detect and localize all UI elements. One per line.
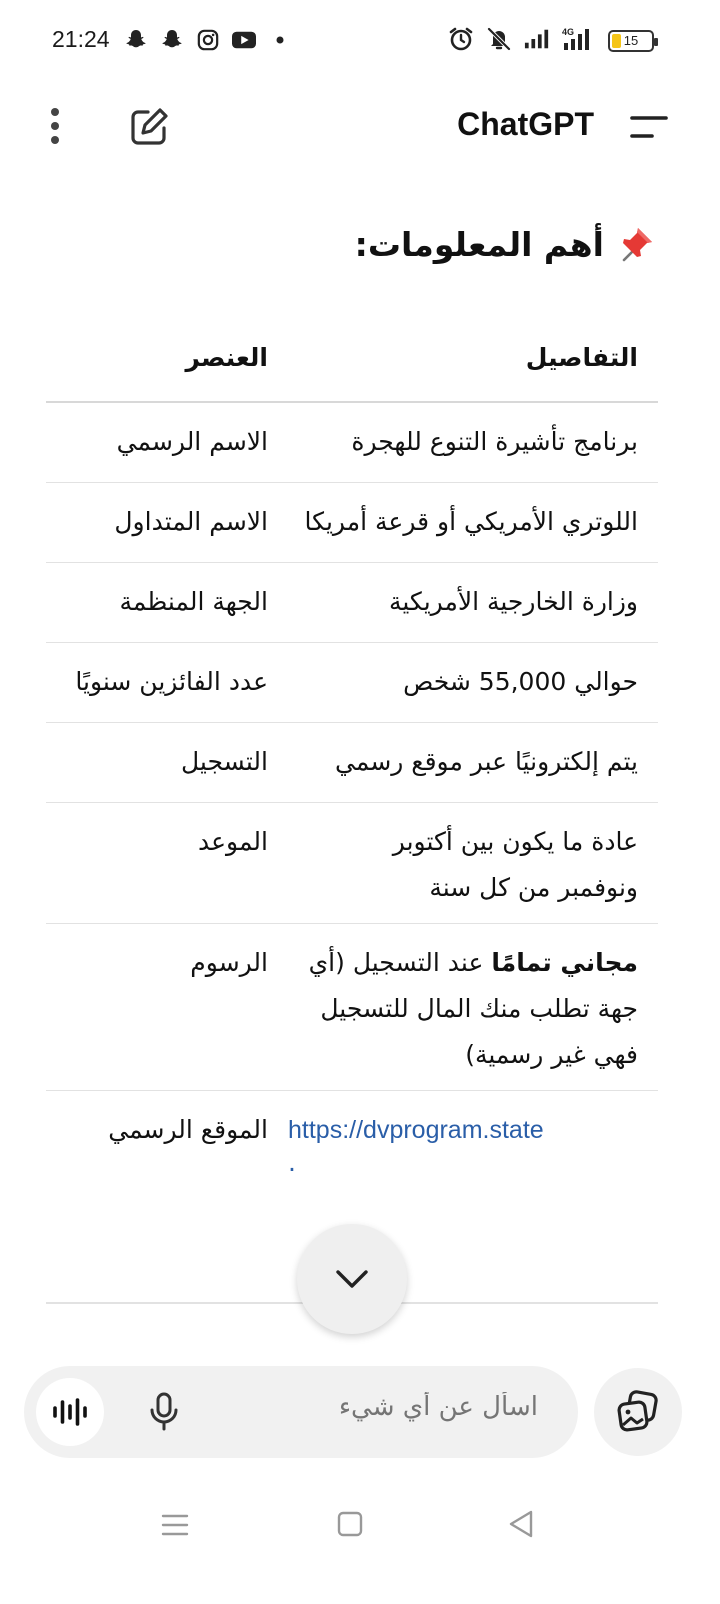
voice-mode-button[interactable] [36, 1378, 104, 1446]
cell-details: يتم إلكترونيًا عبر موقع رسمي [288, 722, 658, 802]
cell-details: عادة ما يكون بين أكتوبر ونوفمبر من كل سنة [288, 802, 658, 923]
cell-element: التسجيل [46, 722, 288, 802]
app-title[interactable]: ChatGPT [457, 106, 594, 142]
recents-icon [160, 1510, 190, 1540]
recents-button[interactable] [160, 1510, 190, 1540]
cell-element: الموعد [46, 802, 288, 923]
more-options-button[interactable] [38, 104, 72, 148]
more-vertical-icon [51, 108, 59, 116]
image-attach-icon [615, 1389, 661, 1435]
pushpin-icon [614, 222, 658, 266]
table-row [46, 802, 658, 923]
table-row [46, 923, 658, 1090]
table-row [46, 722, 658, 802]
official-site-link[interactable]: https://dvprogram.state [288, 1115, 544, 1144]
home-icon [336, 1510, 364, 1538]
table-row [46, 402, 658, 482]
cell-element: الموقع الرسمي [108, 1114, 268, 1144]
table-row [46, 1090, 658, 1195]
cell-element: الاسم المتداول [46, 482, 288, 562]
app-header [0, 90, 720, 162]
system-icons [448, 26, 596, 52]
notification-icons [124, 28, 292, 52]
battery-indicator [608, 30, 654, 52]
message-composer [24, 1366, 578, 1458]
battery-level: 15 [623, 33, 639, 48]
header-details: التفاصيل [288, 320, 658, 402]
chevron-down-icon [334, 1267, 370, 1291]
cell-details: مجاني تمامًا عند التسجيل (أي جهة تطلب منك المال للتسجيل فهي غير رسمية) [288, 923, 658, 1090]
svg-text:4G: 4G [562, 27, 575, 37]
link-tail: . [288, 1147, 296, 1177]
header-element: العنصر [46, 320, 288, 402]
section-heading [355, 222, 658, 266]
back-button[interactable] [506, 1508, 536, 1540]
dot-icon [268, 28, 292, 52]
instagram-icon [196, 28, 220, 52]
cell-details: حوالي 55,000 شخص [288, 642, 658, 722]
message-input[interactable] [238, 1392, 538, 1422]
youtube-icon [232, 28, 256, 52]
sidebar-menu-button[interactable] [630, 112, 668, 142]
cell-details: اللوتري الأمريكي أو قرعة أمريكا [288, 482, 658, 562]
voice-mode-icon [52, 1397, 88, 1427]
signal-icon [524, 26, 550, 52]
scroll-to-bottom-button[interactable] [297, 1224, 407, 1334]
cell-element: الرسوم [46, 923, 288, 1090]
microphone-icon [147, 1392, 181, 1432]
table-row [46, 642, 658, 722]
cell-details [288, 1090, 658, 1195]
snapchat-icon [124, 28, 148, 52]
table-row [46, 482, 658, 562]
attach-image-button[interactable] [594, 1368, 682, 1456]
cell-element: الاسم الرسمي [46, 402, 288, 482]
cell-element: الجهة المنظمة [46, 562, 288, 642]
alarm-icon [448, 26, 474, 52]
4g-signal-icon [562, 26, 596, 52]
cell-details: برنامج تأشيرة التنوع للهجرة [288, 402, 658, 482]
menu-icon [630, 112, 668, 142]
table-row [46, 562, 658, 642]
system-nav-bar [0, 1490, 720, 1570]
cell-element: عدد الفائزين سنويًا [46, 642, 288, 722]
new-chat-icon [126, 104, 172, 150]
heading-text: أهم المعلومات: [354, 224, 604, 264]
snapchat-icon [160, 28, 184, 52]
new-chat-button[interactable] [126, 104, 172, 150]
status-bar [0, 0, 720, 80]
cell-details: وزارة الخارجية الأمريكية [288, 562, 658, 642]
info-table [46, 320, 658, 1195]
back-icon [506, 1508, 536, 1540]
status-time: 21:24 [52, 26, 110, 52]
mute-icon [486, 26, 512, 52]
microphone-button[interactable] [142, 1390, 186, 1434]
table-header-row [46, 320, 658, 402]
home-button[interactable] [336, 1510, 364, 1538]
